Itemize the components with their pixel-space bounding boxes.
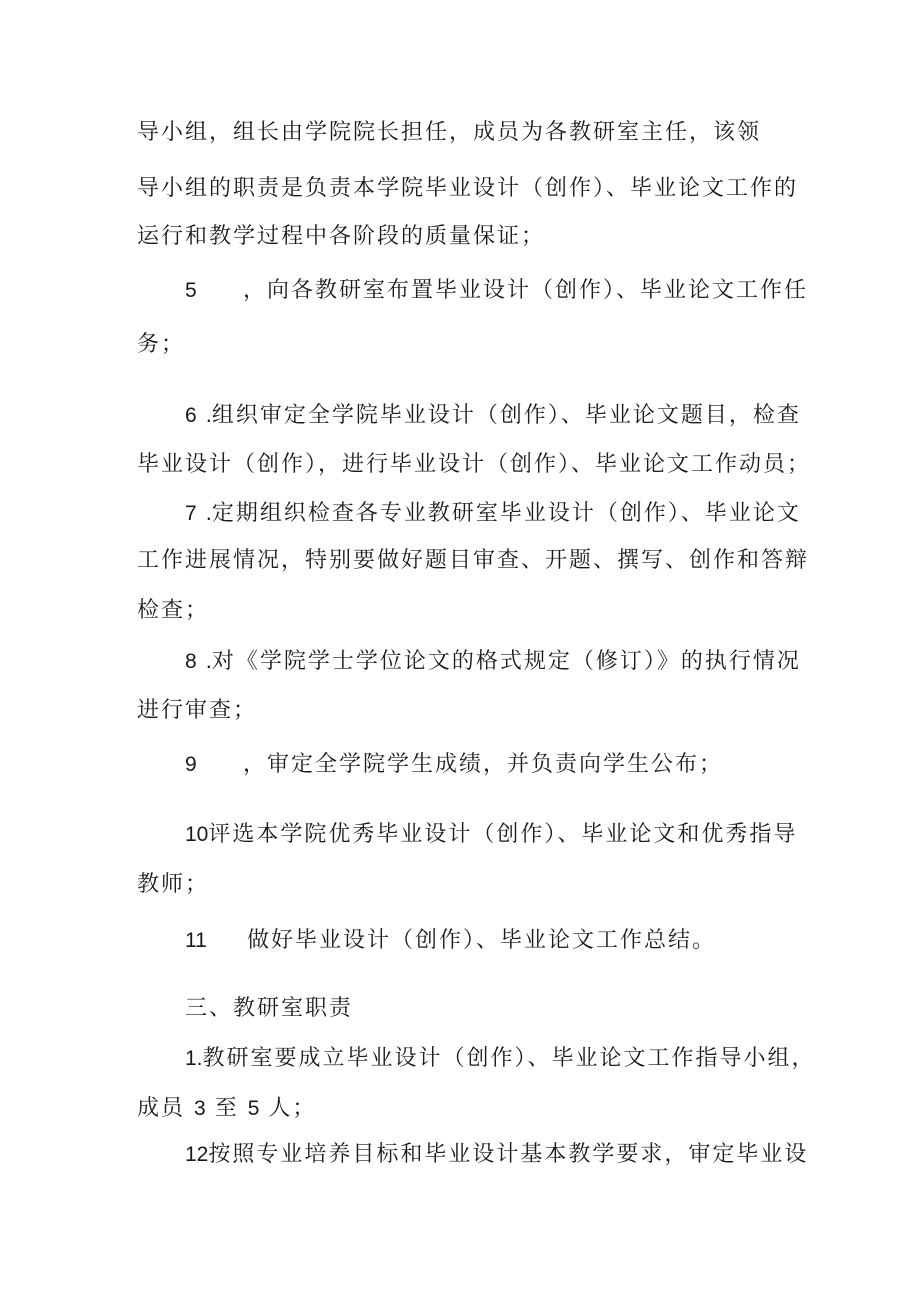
item-7-line-2: 工作进展情况，特别要做好题目审查、开题、撰写、创作和答辩	[137, 548, 810, 573]
item-8-line-2: 进行审查；	[137, 698, 258, 723]
item-number-7: 7	[185, 502, 197, 525]
item-7-line-1: 7 .定期组织检查各专业教研室毕业设计（创作）、毕业论文	[185, 498, 801, 529]
item-5-line-2: 务；	[137, 332, 186, 357]
item-number-8: 8	[185, 650, 197, 673]
item-8-line-1: 8 .对《学院学士学位论文的格式规定（修订）》的执行情况	[185, 646, 801, 677]
member-count-min: 3	[194, 1097, 206, 1120]
item-6-line-1: 6 .组织审定全学院毕业设计（创作）、毕业论文题目，检查	[185, 400, 801, 431]
section-item-1-line-1: 1.教研室要成立毕业设计（创作）、毕业论文工作指导小组，	[185, 1044, 816, 1074]
item-9-line-1: 9 ，审定全学院学生成绩，并负责向学生公布；	[185, 750, 723, 780]
text-line-2: 导小组的职责是负责本学院毕业设计（创作）、毕业论文工作的	[137, 176, 799, 201]
item-11-line-1: 11 做好毕业设计（创作）、毕业论文工作总结。	[185, 926, 716, 956]
item-number-6: 6	[185, 404, 197, 427]
item-number-11: 11	[185, 929, 207, 952]
member-count-max: 5	[247, 1097, 260, 1120]
item-10-line-1: 10评选本学院优秀毕业设计（创作）、毕业论文和优秀指导	[185, 820, 797, 850]
item-number-12: 12	[185, 1143, 209, 1166]
item-number-5: 5	[185, 279, 197, 302]
text-line-3: 运行和教学过程中各阶段的质量保证；	[137, 224, 546, 249]
item-6-line-2: 毕业设计（创作），进行毕业设计（创作）、毕业论文工作动员；	[137, 452, 812, 477]
section-item-1-line-2: 成员 3 至 5 人；	[137, 1094, 316, 1124]
section-item-12-line-1: 12按照专业培养目标和毕业设计基本教学要求，审定毕业设	[185, 1140, 808, 1170]
item-10-line-2: 教师；	[137, 872, 210, 897]
item-number-1: 1.	[185, 1047, 203, 1070]
section-heading: 三、教研室职责	[185, 996, 354, 1021]
item-5-line-1: 5 ，向各教研室布置毕业设计（创作）、毕业论文工作任	[185, 276, 808, 306]
item-number-10: 10	[185, 823, 209, 846]
text-line-1: 导小组，组长由学院院长担任，成员为各教研室主任，该领	[137, 120, 762, 145]
item-7-line-3: 检查；	[137, 598, 210, 623]
item-number-9: 9	[185, 753, 197, 776]
